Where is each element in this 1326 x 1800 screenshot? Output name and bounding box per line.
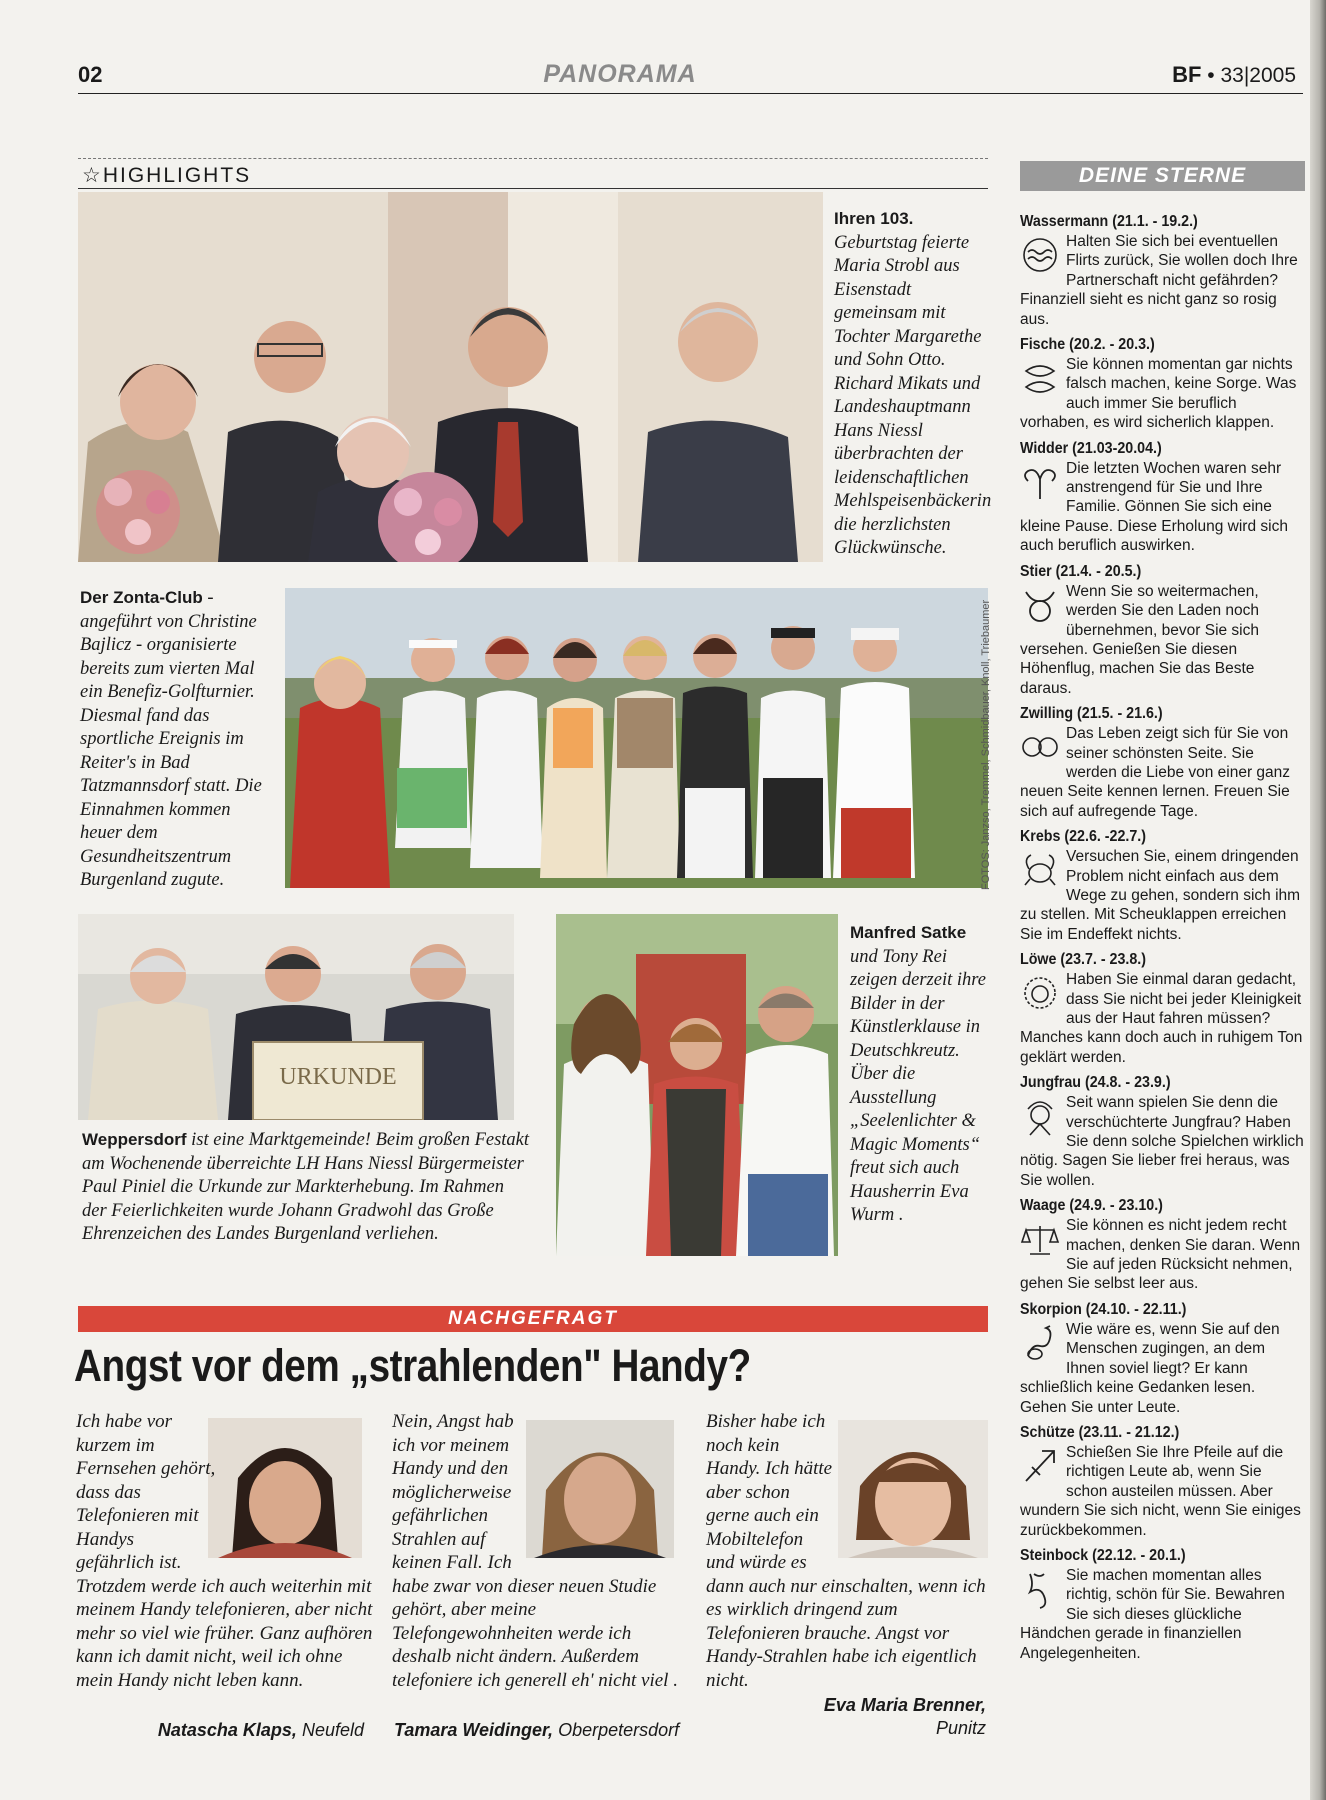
sign-text: Wie wäre es, wenn Sie auf den Menschen zugingen, an dem Ihnen soviel liegt? Er kann schließlich keine Gedanken lesen. Gehen Sie unter Leute. <box>1020 1320 1280 1416</box>
sign-steinbock <box>1020 1546 1305 1663</box>
sign-name: Wassermann (21.1. - 19.2.) <box>1020 213 1198 230</box>
sign-skorpion <box>1020 1300 1305 1417</box>
virgo-icon <box>1020 1095 1060 1137</box>
caption-satke-lead: Manfred Satke <box>850 923 967 942</box>
sign-schuetze <box>1020 1423 1305 1540</box>
horoscope-title: DEINE STERNE <box>1020 161 1305 191</box>
answer-natascha-text: Ich habe vor kurzem im Fernsehen gehört, dass das Telefonieren mit Handys gefährlich ist. Trotzdem werde ich auch weiterhin mit meinem Handy telefonieren, aber nicht mehr so viel wie früher. Ganz aufhören kann ich damit nicht, weil ich ohne mein Handy nicht leben kann. <box>76 1411 373 1691</box>
sign-text: Schießen Sie Ihre Pfeile auf die richtigen Leute ab, wenn Sie schon austeilen müssen. Aber wundern Sie sich nicht, wenn Sie einiges zurückbekommen. <box>1020 1443 1301 1539</box>
caption-zonta <box>80 586 272 893</box>
cancer-icon <box>1020 849 1060 891</box>
sign-text: Wenn Sie so weitermachen, werden Sie den Laden noch übernehmen, bevor Sie sich versehen. Genießen Sie diesen Höhenflug, machen Sie das Beste daraus. <box>1020 582 1260 697</box>
name-eva-place: Punitz <box>935 1718 986 1738</box>
sign-widder <box>1020 439 1305 556</box>
answer-natascha <box>76 1410 376 1692</box>
aquarius-icon <box>1020 234 1060 276</box>
scorpio-icon <box>1020 1322 1060 1364</box>
sign-loewe <box>1020 950 1305 1067</box>
caption-weppersdorf-lead: Weppersdorf <box>82 1130 187 1149</box>
photo-art-exhibition <box>556 914 838 1256</box>
caption-birthday-lead: Ihren 103. <box>834 209 914 228</box>
capricorn-icon <box>1020 1568 1060 1610</box>
sign-text: Halten Sie sich bei eventuellen Flirts zurück, Sie wollen doch Ihre Partnerschaft nicht gefährden? Finanziell sieht es nicht ganz so rosig aus. <box>1020 233 1298 328</box>
highlights-rule <box>78 188 988 189</box>
name-tamara <box>394 1720 684 1741</box>
nachgefragt-headline: Angst vor dem „strahlenden" Handy? <box>74 1340 751 1391</box>
answer-tamara-text: Nein, Angst hab ich vor meinem Handy und den möglicherweise gefährlichen Strahlen auf keinen Fall. Ich habe zwar von dieser neuen Studie gehört, aber meine Telefongewohnheiten werde ich deshalb nicht ändern. Außerdem telefoniere ich generell eh' nicht viel . <box>392 1411 678 1691</box>
sign-krebs <box>1020 827 1305 944</box>
caption-zonta-lead: Der Zonta-Club <box>80 588 203 607</box>
sign-name: Jungfrau (24.8. - 23.9.) <box>1020 1074 1171 1092</box>
sign-waage <box>1020 1196 1305 1294</box>
sign-text: Das Leben zeigt sich für Sie von seiner schönsten Seite. Sie werden die Liebe von einer ganz neuen Seite kennen lernen. Freuen Sie sich auf aufregende Tage. <box>1020 725 1291 820</box>
aries-icon <box>1020 461 1060 503</box>
caption-birthday <box>834 207 992 561</box>
sagittarius-icon <box>1020 1445 1060 1487</box>
photo-birthday-group <box>78 192 823 562</box>
photo-urkunde <box>78 914 514 1120</box>
page-edge <box>1310 0 1326 1800</box>
sign-text: Sie machen momentan alles richtig, schön für Sie. Bewahren Sie sich dieses glückliche Händchen gerade in finanziellen Angelegenheiten. <box>1020 1566 1285 1662</box>
answer-eva-text: Bisher habe ich noch kein Handy. Ich hätte aber schon gerne auch ein Mobiltelefon und würde es dann auch nur einschalten, wenn ich es wirklich dringend zum Telefonieren brauche. Angst vor Handy-Strahlen habe ich eigentlich nicht. <box>706 1411 986 1691</box>
leo-icon <box>1020 972 1060 1014</box>
sign-name: Fische (20.2. - 20.3.) <box>1020 336 1155 354</box>
answer-tamara <box>392 1410 684 1692</box>
masthead: BF • 33|2005 <box>1172 62 1296 87</box>
highlights-label <box>82 163 251 188</box>
sign-name: Schütze (23.11. - 21.12.) <box>1020 1423 1180 1441</box>
sign-text: Seit wann spielen Sie denn die verschüchterte Jungfrau? Haben Sie denn solche Spielchen wirklich nötig. Sagen Sie lieber frei heraus, was Sie wollen. <box>1020 1094 1304 1189</box>
horoscope-list <box>1020 212 1305 1669</box>
urkunde-sign-text: URKUNDE <box>279 1064 397 1090</box>
caption-weppersdorf-text: ist eine Marktgemeinde! Beim großen Festakt am Wochenende überreichte LH Hans Niessl Bürgermeister Paul Piniel die Urkunde zur Markterhebung. Im Rahmen der Feierlichkeiten wurde Johann Gradwohl das Große Ehrenzeichen des Landes Burgenland verliehen. <box>82 1130 530 1244</box>
sign-zwilling <box>1020 704 1305 821</box>
highlights-label-text: HIGHLIGHTS <box>102 164 252 187</box>
name-eva <box>700 1694 986 1740</box>
sign-fische <box>1020 335 1305 433</box>
name-natascha-name: Natascha Klaps, <box>157 1720 297 1740</box>
sign-text: Die letzten Wochen waren sehr anstrengend für Sie und Ihre Familie. Gönnen Sie sich eine kleine Pause. Diese Erholung wird sich auch beruflich auswirken. <box>1020 459 1288 555</box>
caption-satke <box>850 921 990 1228</box>
sign-wassermann <box>1020 212 1305 329</box>
gemini-icon <box>1020 726 1060 768</box>
photo-credit-text: FOTOS: Janzso, Tremmel, Schmidbauer, Knoll, Triebaumer <box>980 599 992 890</box>
sign-name: Waage (24.9. - 23.10.) <box>1020 1197 1163 1215</box>
caption-weppersdorf <box>82 1128 532 1247</box>
header-rule <box>78 93 1303 94</box>
sign-name: Skorpion (24.10. - 22.11.) <box>1020 1300 1187 1318</box>
publication-name: BF <box>1172 62 1202 87</box>
name-tamara-name: Tamara Weidinger, <box>394 1720 554 1740</box>
issue-number: 33|2005 <box>1220 64 1296 87</box>
sign-name: Stier (21.4. - 20.5.) <box>1020 562 1142 580</box>
sign-text: Sie können momentan gar nichts falsch machen, keine Sorge. Was auch immer Sie beruflich vorhaben, es wird sicherlich klappen. <box>1020 356 1297 432</box>
pisces-icon <box>1020 357 1060 399</box>
sign-name: Löwe (23.7. - 23.8.) <box>1020 951 1147 969</box>
sign-stier <box>1020 562 1305 698</box>
sign-name: Steinbock (22.12. - 20.1.) <box>1020 1546 1186 1564</box>
name-natascha-place: Neufeld <box>301 1720 364 1740</box>
sign-name: Zwilling (21.5. - 21.6.) <box>1020 705 1163 723</box>
caption-birthday-text: Geburtstag feierte Maria Strobl aus Eisenstadt gemeinsam mit Tochter Margarethe und Sohn Otto. Richard Mikats und Landeshauptmann Hans Niessl überbrachten der leidenschaftlichen Mehlspeisenbäckerin die herzlichsten Glückwünsche. <box>834 232 992 558</box>
caption-zonta-text: - angeführt von Christine Bajlicz - organisierte bereits zum vierten Mal ein Benefiz-Golfturnier. Diesmal fand das sportliche Ereignis im Reiter's in Bad Tatzmannsdorf statt. Die Einnahmen kommen heuer dem Gesundheitszentrum Burgenland zugute. <box>80 588 262 890</box>
libra-icon <box>1020 1218 1060 1260</box>
photo-credit <box>978 600 998 890</box>
photo-golf-group <box>285 588 988 888</box>
caption-satke-text: und Tony Rei zeigen derzeit ihre Bilder in der Künstlerklause in Deutschkreutz. Über die Ausstellung „Seelenlichter & Magic Moments“ freut sich auch Hausherrin Eva Wurm . <box>850 946 986 1225</box>
sign-text: Haben Sie einmal daran gedacht, dass Sie nicht bei jeder Kleinigkeit aus der Haut fahren müssen? Manches kann doch auch in ruhigem Ton geklärt werden. <box>1020 971 1303 1066</box>
star-icon: ☆ <box>82 164 103 187</box>
name-eva-name: Eva Maria Brenner, <box>823 1695 986 1715</box>
sign-text: Versuchen Sie, einem dringenden Problem nicht einfach aus dem Wege zu gehen, sondern sich ihm zu stellen. Mit Scheuklappen erreichen Sie im Endeffekt nichts. <box>1020 848 1301 943</box>
section-title: PANORAMA <box>543 60 697 88</box>
page-number: 02 <box>78 62 103 87</box>
answer-eva <box>706 1410 990 1692</box>
name-natascha <box>76 1720 364 1741</box>
highlights-dashed-rule <box>78 158 988 159</box>
sign-text: Sie können es nicht jedem recht machen, denken Sie daran. Wenn Sie auf jeden Rücksicht nehmen, gehen Sie selbst leer aus. <box>1020 1217 1301 1293</box>
name-tamara-place: Oberpetersdorf <box>558 1720 680 1740</box>
sign-name: Krebs (22.6. -22.7.) <box>1020 828 1147 846</box>
sign-name: Widder (21.03-20.04.) <box>1020 439 1162 457</box>
nachgefragt-bar: NACHGEFRAGT <box>78 1306 988 1332</box>
sign-jungfrau <box>1020 1073 1305 1190</box>
taurus-icon <box>1020 584 1060 626</box>
